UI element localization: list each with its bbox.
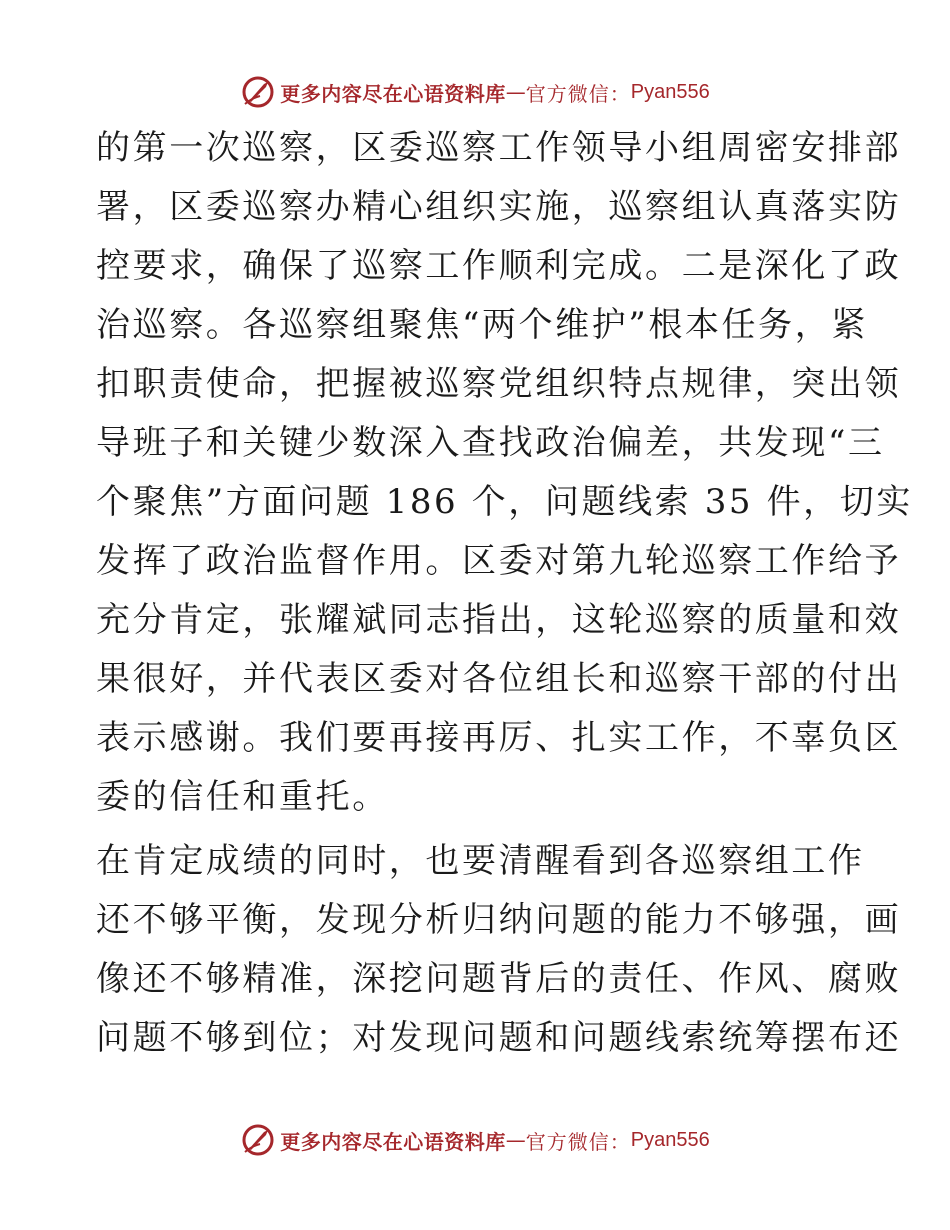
banner-wechat-id: Pyan556 [630, 1128, 710, 1151]
feather-pen-logo-icon [240, 74, 276, 110]
text-line: 个聚焦”方面问题 186 个，问题线索 35 件，切实 [96, 482, 913, 522]
text-line: 问题不够到位；对发现问题和问题线索统筹摆布还 [96, 1018, 902, 1058]
text-line: 像还不够精准，深挖问题背后的责任、作风、腐败 [96, 959, 902, 999]
banner-dash: — [505, 80, 526, 104]
text-line: 发挥了政治监督作用。区委对第九轮巡察工作给予 [96, 541, 902, 581]
banner-wechat-label: 官方微信： [525, 81, 631, 106]
banner-text: 更多内容尽在心语资料库 [280, 1129, 506, 1154]
text-line: 署，区委巡察办精心组织实施，巡察组认真落实防 [96, 187, 902, 227]
text-line: 果很好，并代表区委对各位组长和巡察干部的付出 [96, 659, 902, 699]
text-line: 还不够平衡，发现分析归纳问题的能力不够强，画 [96, 900, 902, 940]
footer-watermark-banner [0, 1120, 950, 1160]
header-watermark-banner [0, 72, 950, 112]
text-line: 导班子和关键少数深入查找政治偏差，共发现“三 [96, 423, 885, 463]
text-line: 委的信任和重托。 [96, 777, 389, 817]
text-line: 扣职责使命，把握被巡察党组织特点规律，突出领 [96, 364, 902, 404]
feather-pen-logo-icon [240, 1122, 276, 1158]
banner-wechat-id: Pyan556 [630, 80, 710, 103]
text-line: 表示感谢。我们要再接再厉、扎实工作，不辜负区 [96, 718, 902, 758]
text-line: 治巡察。各巡察组聚焦“两个维护”根本任务，紧 [96, 305, 868, 345]
banner-wechat-label: 官方微信： [525, 1129, 631, 1154]
banner-dash: — [505, 1128, 526, 1152]
text-line: 充分肯定，张耀斌同志指出，这轮巡察的质量和效 [96, 600, 902, 640]
text-line: 在肯定成绩的同时，也要清醒看到各巡察组工作 [96, 841, 865, 881]
text-line: 的第一次巡察，区委巡察工作领导小组周密安排部 [96, 128, 902, 168]
text-line: 控要求，确保了巡察工作顺利完成。二是深化了政 [96, 246, 902, 286]
banner-text: 更多内容尽在心语资料库 [280, 81, 506, 106]
